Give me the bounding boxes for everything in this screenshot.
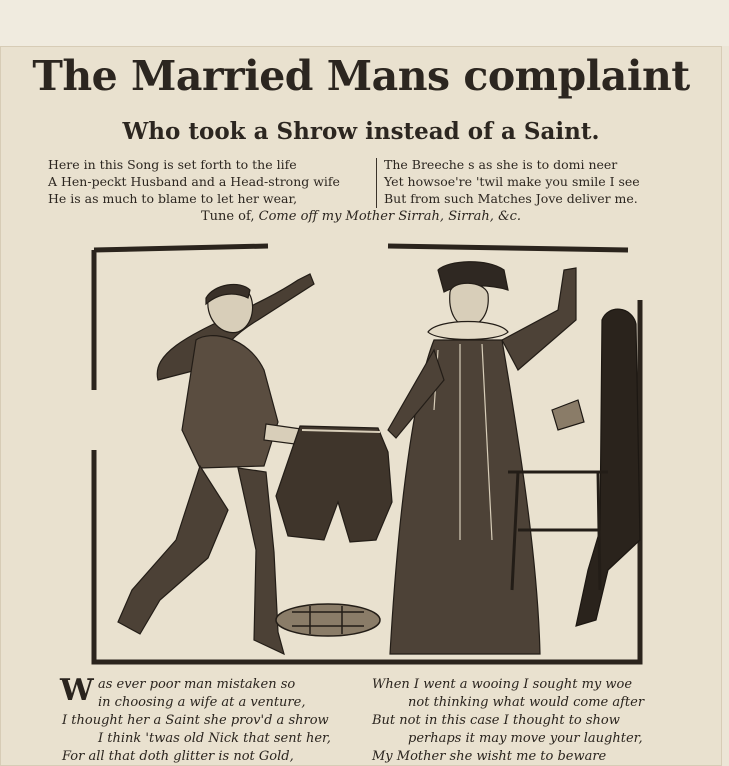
scan-background-top — [0, 0, 729, 46]
intro-line: Here in this Song is set forth to the life — [48, 157, 297, 172]
ballad-line: in choosing a wife at a venture, — [98, 695, 306, 710]
tune-line — [0, 209, 722, 224]
ballad-line: For all that doth glitter is not Gold, — [62, 749, 294, 764]
ballad-line: But not in this case I thought to show — [372, 713, 620, 728]
page-subtitle: Who took a Shrow instead of a Saint. — [122, 118, 600, 145]
woodcut-illustration — [88, 240, 648, 668]
intro-line: He is as much to blame to let her wear, — [48, 191, 298, 206]
ballad-line: I thought her a Saint she prov'd a shrow — [62, 713, 329, 728]
intro-line: But from such Matches Jove deliver me. — [384, 191, 638, 206]
ballad-line: My Mother she wisht me to beware — [372, 749, 607, 764]
ballad-line: as ever poor man mistaken so — [98, 677, 296, 692]
ballad-dropcap: W — [60, 673, 94, 708]
intro-verse-left — [48, 156, 340, 207]
ballad-line: When I went a wooing I sought my woe — [372, 677, 633, 692]
tune-name: Come off my Mother Sirrah, Sirrah, &c. — [258, 209, 522, 224]
intro-line: A Hen-peckt Husband and a Head-strong wife — [48, 174, 340, 189]
intro-verse-right — [384, 156, 640, 207]
intro-line: Yet howsoe're 'twil make you smile I see — [384, 174, 640, 189]
bundle — [276, 604, 380, 636]
ballad-line: I think 'twas old Nick that sent her, — [98, 731, 331, 746]
ballad-line: perhaps it may move your laughter, — [408, 731, 643, 746]
woman-figure — [388, 262, 576, 654]
ballad-line: not thinking what would come after — [408, 695, 645, 710]
devil-figure — [552, 309, 640, 626]
ballad-column-right — [372, 676, 644, 766]
verse-divider — [376, 158, 377, 208]
intro-line: The Breeche s as she is to domi neer — [384, 157, 618, 172]
page-title: The Married Mans complaint — [32, 52, 690, 100]
ballad-column-left — [60, 673, 331, 766]
tune-prefix: Tune of, — [200, 209, 255, 224]
